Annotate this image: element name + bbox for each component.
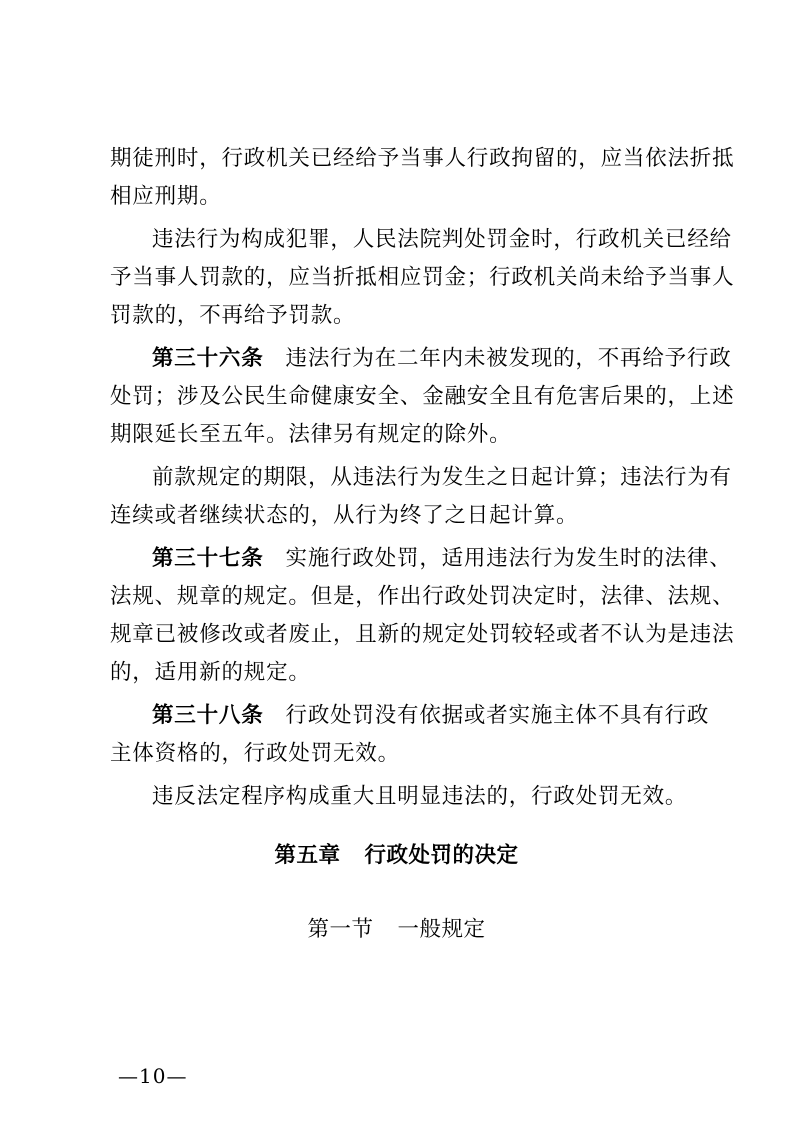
paragraph-line: 期徒刑时，行政机关已经给予当事人行政拘留的，应当依法折抵	[110, 146, 735, 171]
chapter-number: 第五章	[274, 843, 341, 868]
article-number: 第三十七条	[152, 546, 264, 571]
article-number: 第三十八条	[152, 703, 264, 728]
section-number: 第一节	[307, 917, 374, 942]
paragraph-line: 法规、规章的规定。但是，作出行政处罚决定时，法律、法规、	[110, 584, 735, 609]
section-title: 一般规定	[397, 917, 486, 942]
paragraph-line: 实施行政处罚，适用违法行为发生时的法律、	[285, 546, 732, 571]
paragraph-line: 违法行为在二年内未被发现的，不再给予行政	[285, 346, 732, 371]
paragraph-line: 前款规定的期限，从违法行为发生之日起计算；违法行为有	[152, 465, 732, 490]
paragraph-line: 相应刑期。	[110, 184, 222, 209]
article-number: 第三十六条	[152, 346, 264, 371]
article-first-line	[152, 700, 732, 732]
paragraph-line: 予当事人罚款的，应当折抵相应罚金；行政机关尚未给予当事人	[110, 265, 735, 290]
article-first-line	[152, 343, 732, 375]
paragraph-line: 违反法定程序构成重大且明显违法的，行政处罚无效。	[152, 784, 688, 809]
paragraph-line: 的，适用新的规定。	[110, 660, 311, 685]
paragraph-line: 行政处罚没有依据或者实施主体不具有行政	[285, 703, 710, 728]
paragraph-line: 处罚；涉及公民生命健康安全、金融安全且有危害后果的，上述	[110, 384, 735, 409]
paragraph-line: 连续或者继续状态的，从行为终了之日起计算。	[110, 503, 579, 528]
chapter-title: 行政处罚的决定	[364, 843, 519, 868]
chapter-heading	[0, 840, 793, 872]
paragraph-line: 罚款的，不再给予罚款。	[110, 303, 356, 328]
paragraph-line: 违法行为构成犯罪，人民法院判处罚金时，行政机关已经给	[152, 227, 732, 252]
page-number: —10—	[118, 1064, 188, 1088]
article-first-line	[152, 543, 732, 575]
paragraph-line: 主体资格的，行政处罚无效。	[110, 741, 400, 766]
paragraph-line: 期限延长至五年。法律另有规定的除外。	[110, 422, 512, 447]
paragraph-line: 规章已被修改或者废止，且新的规定处罚较轻或者不认为是违法	[110, 622, 735, 647]
section-heading	[0, 914, 793, 946]
